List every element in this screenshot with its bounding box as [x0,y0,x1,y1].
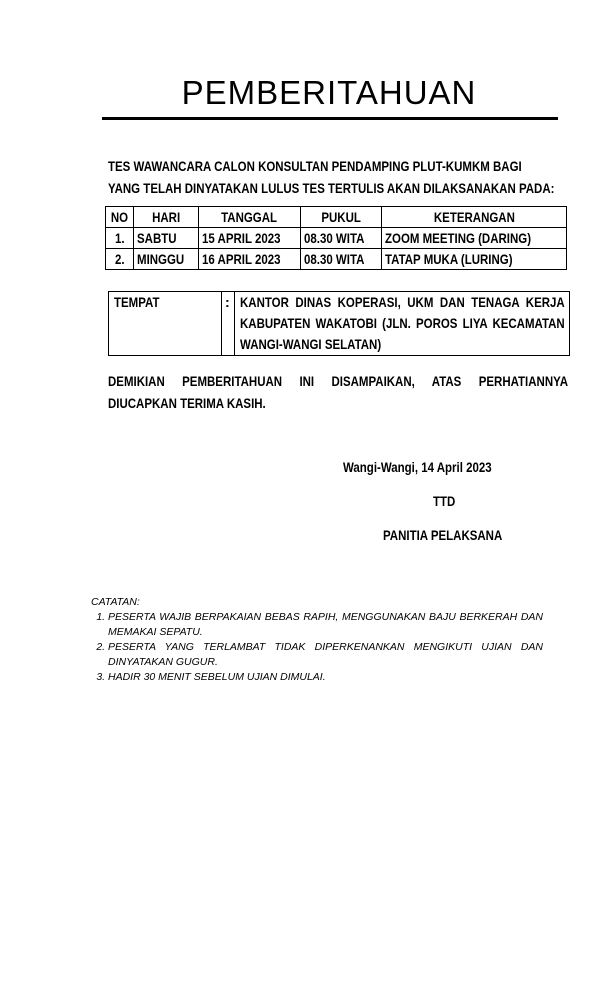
intro-paragraph [108,155,564,199]
cell-keterangan: ZOOM MEETING (DARING) [381,228,566,249]
schedule-header-row [106,207,567,228]
cell-no: 1. [106,228,134,249]
schedule-row [106,249,567,270]
note-item: 1. PESERTA WAJIB BERPAKAIAN BEBAS RAPIH, MENGGUNAKAN BAJU BERKERAH DAN MEMAKAI SEPATU. [108,610,543,640]
notes-heading: CATATAN: [91,596,140,608]
schedule-row [106,228,567,249]
schedule-table [105,206,567,270]
venue-address: KANTOR DINAS KOPERASI, UKM DAN TENAGA KERJA KABUPATEN WAKATOBI (JLN. POROS LIYA KECAMATAN WANGI-WANGI SELATAN) [240,294,565,352]
page-title: PEMBERITAHUAN [181,74,477,111]
header-tanggal: TANGGAL [198,207,301,228]
cell-pukul: 08.30 WITA [301,249,382,270]
header-pukul: PUKUL [301,207,382,228]
cell-tanggal: 16 APRIL 2023 [198,249,301,270]
title-underline [102,117,558,120]
notes-section [91,595,543,685]
note-item: 3. HADIR 30 MENIT SEBELUM UJIAN DIMULAI. [108,670,543,685]
signature-ttd: TTD [433,493,456,509]
cell-keterangan: TATAP MUKA (LURING) [381,249,566,270]
note-item: 2. PESERTA YANG TERLAMBAT TIDAK DIPERKENANKAN MENGIKUTI UJIAN DAN DINYATAKAN GUGUR. [108,640,543,670]
header-no: NO [106,207,134,228]
signature-place-date: Wangi-Wangi, 14 April 2023 [343,459,492,475]
cell-tanggal: 15 APRIL 2023 [198,228,301,249]
cell-no: 2. [106,249,134,270]
header-hari: HARI [134,207,199,228]
intro-line-1: TES WAWANCARA CALON KONSULTAN PENDAMPING PLUT-KUMKM BAGI [108,158,522,174]
venue-box [108,291,570,356]
cell-hari: MINGGU [134,249,199,270]
venue-label: TEMPAT [114,294,160,310]
venue-colon: : [225,294,230,310]
closing-paragraph: DEMIKIAN PEMBERITAHUAN INI DISAMPAIKAN, ATAS PERHATIANNYA DIUCAPKAN TERIMA KASIH. [108,373,569,411]
signature-committee: PANITIA PELAKSANA [383,527,503,543]
cell-hari: SABTU [134,228,199,249]
header-keterangan: KETERANGAN [381,207,566,228]
intro-line-2: YANG TELAH DINYATAKAN LULUS TES TERTULIS AKAN DILAKSANAKAN PADA: [108,180,555,196]
cell-pukul: 08.30 WITA [301,228,382,249]
